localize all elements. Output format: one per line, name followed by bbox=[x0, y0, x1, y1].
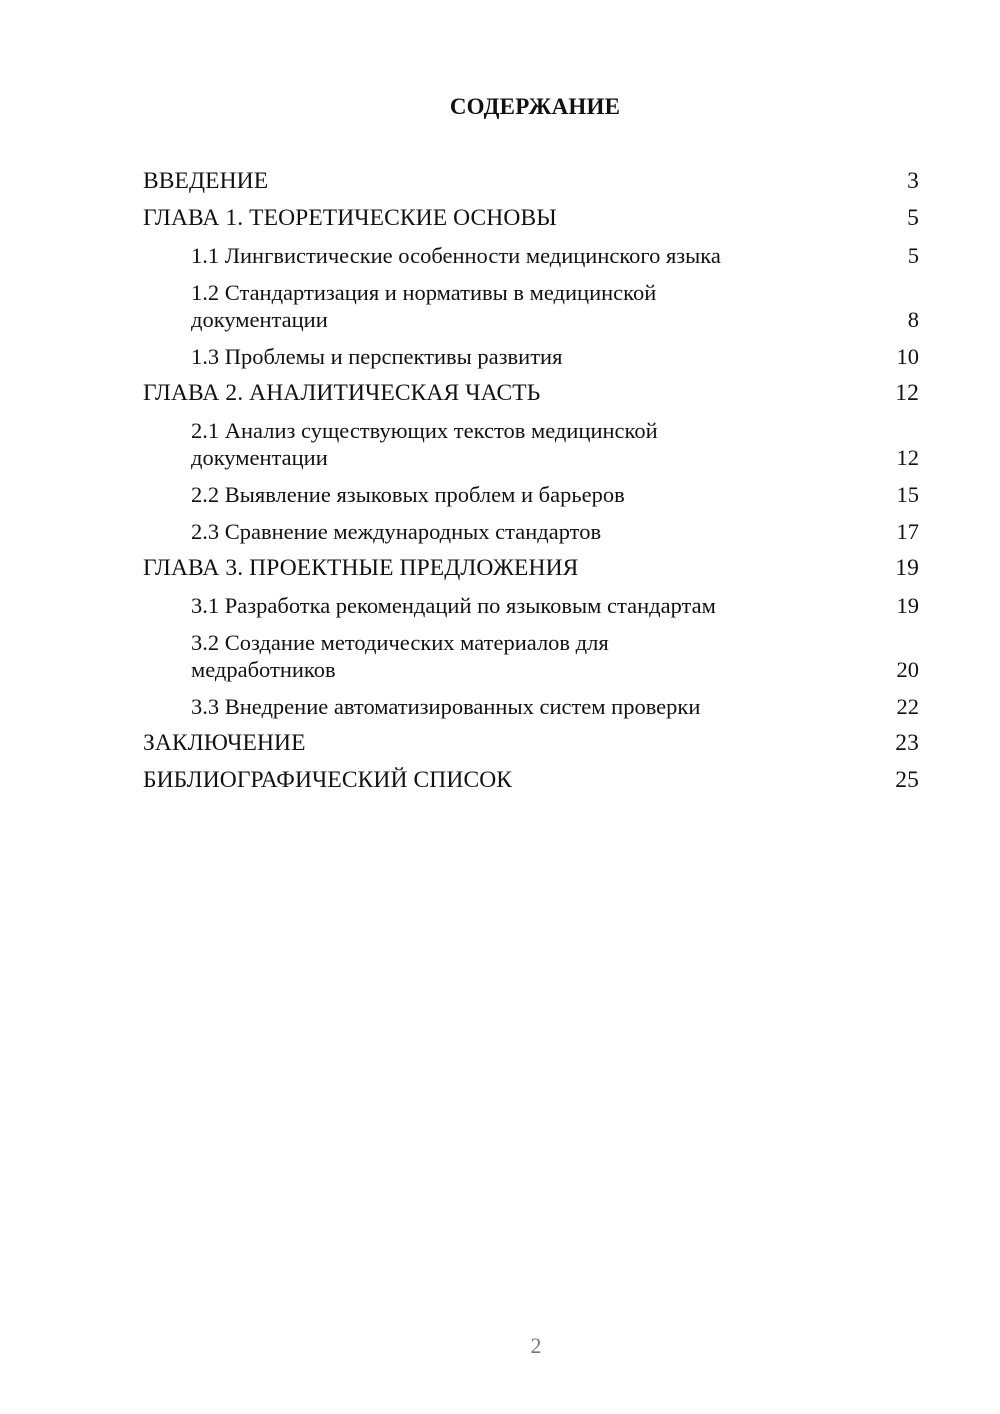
toc-entry-section-1-3[interactable] bbox=[143, 343, 919, 370]
toc-entry-bibliography[interactable] bbox=[143, 767, 919, 794]
toc-entry-chapter-3[interactable] bbox=[143, 555, 919, 582]
toc-entry-page: 12 bbox=[895, 380, 919, 406]
toc-entry-page: 22 bbox=[896, 694, 919, 719]
toc-entry-label: 2.2 Выявление языковых проблем и барьеров bbox=[191, 482, 625, 507]
toc-entry-page: 3 bbox=[907, 168, 919, 194]
toc-entry-page: 5 bbox=[907, 243, 919, 268]
toc-entry-label: 2.3 Сравнение международных стандартов bbox=[191, 519, 602, 544]
toc-entry-section-2-3[interactable] bbox=[143, 518, 919, 545]
toc-entry-label: БИБЛИОГРАФИЧЕСКИЙ СПИСОК bbox=[143, 767, 513, 793]
toc-entry-label: ЗАКЛЮЧЕНИЕ bbox=[143, 730, 306, 756]
toc-entry-label: 1.1 Лингвистические особенности медицинского языка bbox=[191, 243, 721, 268]
toc-entry-label: ВВЕДЕНИЕ bbox=[143, 168, 269, 194]
toc-entry-introduction[interactable] bbox=[143, 168, 919, 195]
toc-entry-page: 17 bbox=[896, 519, 919, 544]
toc-entry-chapter-1[interactable] bbox=[143, 205, 919, 232]
toc-entry-section-2-1[interactable] bbox=[143, 417, 919, 471]
toc-entry-page: 25 bbox=[895, 767, 919, 793]
toc-entry-page: 12 bbox=[896, 445, 919, 470]
toc-entry-label: ГЛАВА 2. АНАЛИТИЧЕСКАЯ ЧАСТЬ bbox=[143, 380, 541, 406]
toc-entry-label: 3.1 Разработка рекомендаций по языковым стандартам bbox=[191, 593, 716, 618]
toc-entry-page: 19 bbox=[895, 555, 919, 581]
toc-entry-page: 5 bbox=[907, 205, 919, 231]
toc-entry-page: 20 bbox=[896, 657, 919, 682]
toc-entry-label: 3.3 Внедрение автоматизированных систем проверки bbox=[191, 694, 701, 719]
toc-entry-section-1-2[interactable] bbox=[143, 279, 919, 333]
toc-entry-page: 8 bbox=[907, 307, 919, 332]
page-number: 2 bbox=[530, 1333, 542, 1358]
toc-entry-label: 2.1 Анализ существующих текстов медицинской документации bbox=[191, 418, 658, 470]
toc-entry-page: 19 bbox=[896, 593, 919, 618]
toc-entry-section-2-2[interactable] bbox=[143, 481, 919, 508]
toc-entry-section-3-2[interactable] bbox=[143, 629, 919, 683]
toc-entry-label: ГЛАВА 3. ПРОЕКТНЫЕ ПРЕДЛОЖЕНИЯ bbox=[143, 555, 579, 581]
toc-entry-page: 15 bbox=[896, 482, 919, 507]
toc-entry-chapter-2[interactable] bbox=[143, 380, 919, 407]
toc-entry-page: 10 bbox=[896, 344, 919, 369]
toc-entry-conclusion[interactable] bbox=[143, 730, 919, 757]
toc-entry-section-1-1[interactable] bbox=[143, 242, 919, 269]
toc-title: СОДЕРЖАНИЕ bbox=[449, 94, 621, 119]
toc-entry-label: 3.2 Создание методических материалов для медработников bbox=[191, 630, 609, 682]
table-of-contents bbox=[143, 168, 919, 804]
toc-entry-label: 1.3 Проблемы и перспективы развития bbox=[191, 344, 563, 369]
toc-entry-label: ГЛАВА 1. ТЕОРЕТИЧЕСКИЕ ОСНОВЫ bbox=[143, 205, 557, 231]
toc-entry-page: 23 bbox=[895, 730, 919, 756]
toc-entry-label: 1.2 Стандартизация и нормативы в медицинской документации bbox=[191, 280, 657, 332]
toc-entry-section-3-1[interactable] bbox=[143, 592, 919, 619]
toc-entry-section-3-3[interactable] bbox=[143, 693, 919, 720]
